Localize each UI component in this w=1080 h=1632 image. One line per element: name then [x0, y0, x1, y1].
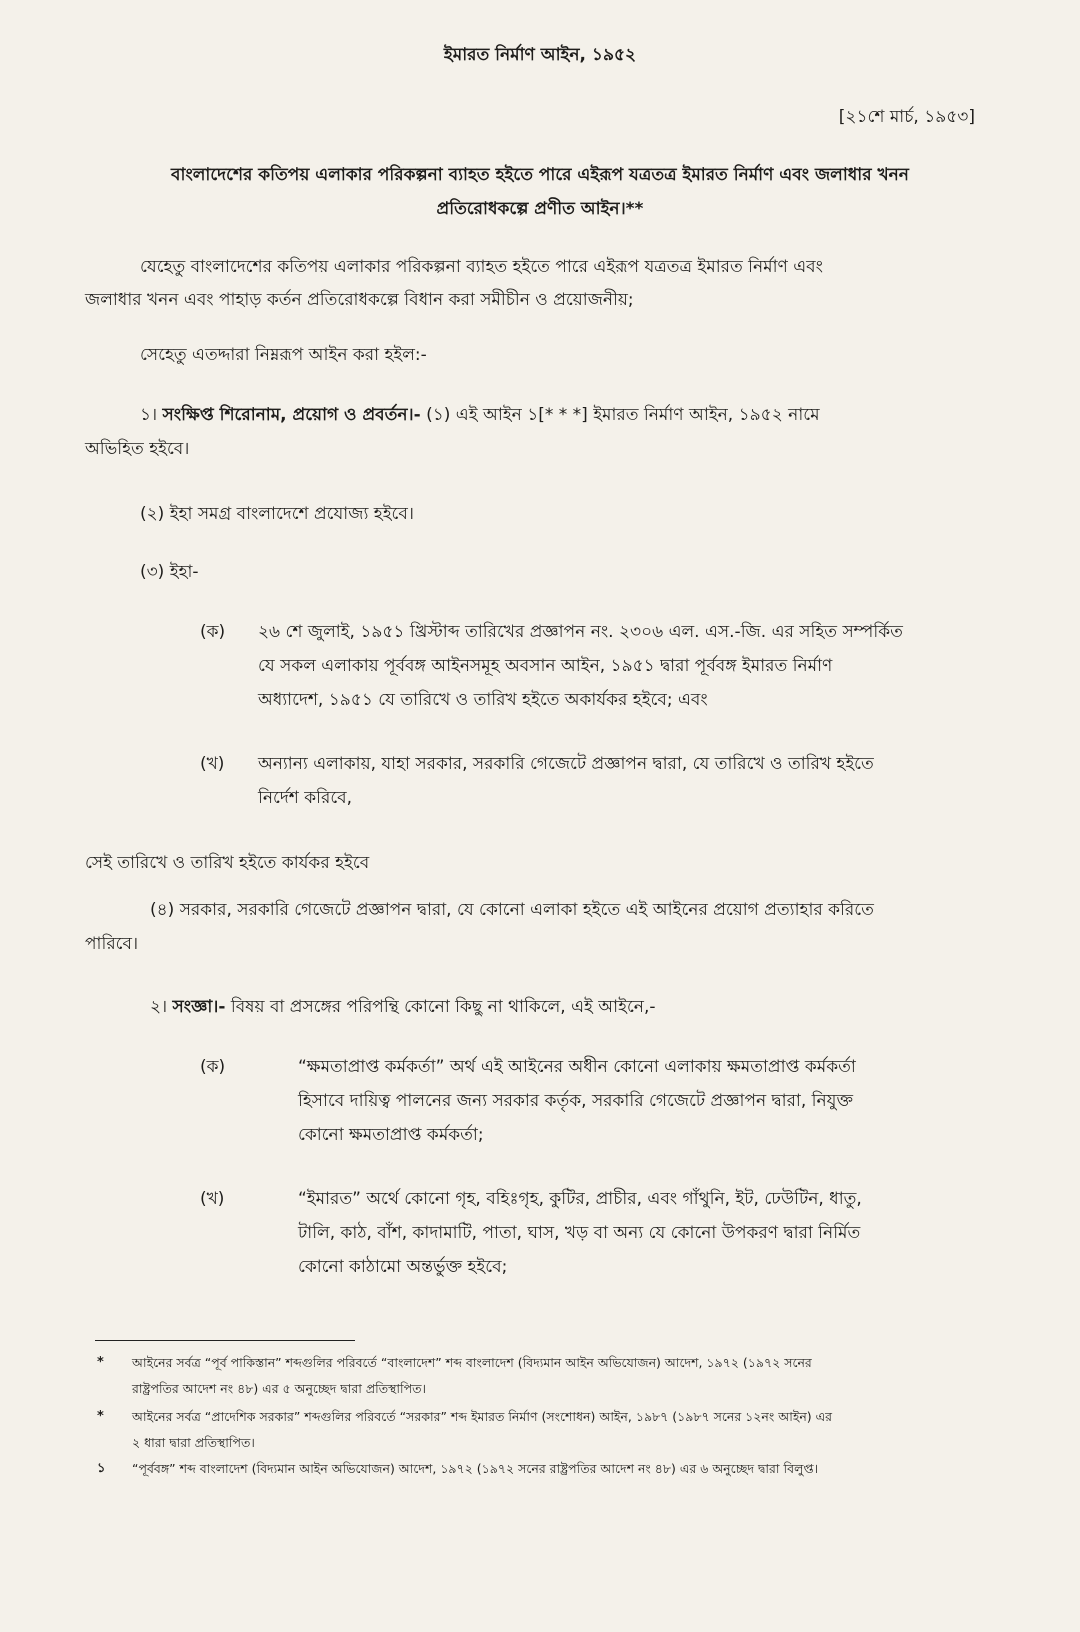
section-2-line — [150, 990, 655, 1024]
definition-ka-line-3: কোনো ক্ষমতাপ্রাপ্ত কর্মকর্তা; — [298, 1125, 484, 1145]
clause-ka-label: (ক) — [200, 622, 226, 642]
footnote-2-line-1: আইনের সর্বত্র “প্রাদেশিক সরকার” শব্দগুলির পরিবর্তে “সরকার” শব্দ ইমারত নির্মাণ (সংশোধন) আইন, ১৯৮৭ (১৯৮৭ সনের ১২নং আইন) এর — [132, 1409, 833, 1424]
section-2-number: ২। — [150, 997, 168, 1017]
preamble-line-2: জলাধার খনন এবং পাহাড় কর্তন প্রতিরোধকল্পে বিধান করা সমীচীন ও প্রয়োজনীয়; — [85, 290, 634, 310]
definition-kha-line-3: কোনো কাঠামো অন্তর্ভুক্ত হইবে; — [298, 1257, 508, 1277]
footnote-2-symbol: * — [97, 1409, 104, 1424]
act-long-title — [100, 158, 980, 226]
footnote-1-line-1: আইনের সর্বত্র “পূর্ব পাকিস্তান” শব্দগুলির পরিবর্তে “বাংলাদেশ” শব্দ বাংলাদেশ (বিদ্যমান আইন অভিযোজন) আদেশ, ১৯৭২ (১৯৭২ সনের — [132, 1355, 812, 1370]
section-1-sub-2: (২) ইহা সমগ্র বাংলাদেশে প্রযোজ্য হইবে। — [140, 504, 414, 524]
footnote-3-symbol: ১ — [97, 1461, 106, 1476]
clause-kha-line-2: নির্দেশ করিবে, — [258, 788, 353, 808]
preamble-line-1: যেহেতু বাংলাদেশের কতিপয় এলাকার পরিকল্পনা ব্যাহত হইতে পারে এইরূপ যত্রতত্র ইমারত নির্মাণ এবং — [140, 257, 823, 277]
clause-kha-line-1: অন্যান্য এলাকায়, যাহা সরকার, সরকারি গেজেটে প্রজ্ঞাপন দ্বারা, যে তারিখে ও তারিখ হইতে — [258, 754, 874, 774]
footnote-2-line-2: ২ ধারা দ্বারা প্রতিস্থাপিত। — [132, 1435, 255, 1450]
definition-ka-label: (ক) — [200, 1057, 226, 1077]
clause-ka-line-3: অধ্যাদেশ, ১৯৫১ যে তারিখে ও তারিখ হইতে অকার্যকর হইবে; এবং — [258, 690, 708, 710]
act-title: ইমারত নির্মাণ আইন, ১৯৫২ — [443, 45, 637, 65]
section-1-sub-3: (৩) ইহা- — [140, 562, 199, 582]
section-2-heading: সংজ্ঞা।- — [172, 997, 226, 1017]
clause-ka-line-2: যে সকল এলাকায় পূর্ববঙ্গ আইনসমূহ অবসান আইন, ১৯৫১ দ্বারা পূর্ববঙ্গ ইমারত নির্মাণ — [258, 656, 833, 676]
clause-kha-label: (খ) — [200, 754, 225, 774]
act-date: [২১শে মার্চ, ১৯৫৩] — [838, 107, 975, 127]
clause-ka-line-1: ২৬ শে জুলাই, ১৯৫১ খ্রিস্টাব্দ তারিখের প্রজ্ঞাপন নং. ২৩০৬ এল. এস.-জি. এর সহিত সম্পর্কিত — [258, 622, 903, 642]
footnote-1-line-2: রাষ্ট্রপতির আদেশ নং ৪৮) এর ৫ অনুচ্ছেদ দ্বারা প্রতিস্থাপিত। — [132, 1381, 426, 1396]
section-1-tail: সেই তারিখে ও তারিখ হইতে কার্যকর হইবে — [85, 853, 370, 873]
definition-kha-label: (খ) — [200, 1189, 225, 1209]
section-1-line — [140, 398, 820, 432]
footnote-3-line-1: “পূর্ববঙ্গ” শব্দ বাংলাদেশ (বিদ্যমান আইন অভিযোজন) আদেশ, ১৯৭২ (১৯৭২ সনের রাষ্ট্রপতির আদেশ নং ৪৮) এর ৬ অনুচ্ছেদ দ্বারা বিলুপ্ত। — [132, 1461, 819, 1476]
section-2-intro: বিষয় বা প্রসঙ্গের পরিপন্থি কোনো কিছু না থাকিলে, এই আইনে,- — [230, 997, 656, 1017]
section-1-text: (১) এই আইন ১[* * *] ইমারত নির্মাণ আইন, ১৯৫২ নামে — [426, 405, 820, 425]
long-title-line-1: বাংলাদেশের কতিপয় এলাকার পরিকল্পনা ব্যাহত হইতে পারে এইরূপ যত্রতত্র ইমারত নির্মাণ এবং জলাধার খনন — [171, 165, 909, 185]
section-1-text-cont: অভিহিত হইবে। — [85, 439, 190, 459]
footnote-divider — [95, 1340, 355, 1341]
section-1-sub-4-line-2: পারিবে। — [85, 934, 139, 954]
definition-ka-line-2: হিসাবে দায়িত্ব পালনের জন্য সরকার কর্তৃক, সরকারি গেজেটে প্রজ্ঞাপন দ্বারা, নিযুক্ত — [298, 1091, 853, 1111]
footnote-1-symbol: * — [97, 1355, 104, 1370]
definition-ka-line-1: “ক্ষমতাপ্রাপ্ত কর্মকর্তা” অর্থ এই আইনের অধীন কোনো এলাকায় ক্ষমতাপ্রাপ্ত কর্মকর্তা — [298, 1057, 856, 1077]
definition-kha-line-2: টালি, কাঠ, বাঁশ, কাদামাটি, পাতা, ঘাস, খড় বা অন্য যে কোনো উপকরণ দ্বারা নির্মিত — [298, 1223, 861, 1243]
section-1-heading: সংক্ষিপ্ত শিরোনাম, প্রয়োগ ও প্রবর্তন।- — [162, 405, 421, 425]
preamble-line-3: সেহেতু এতদ্দারা নিম্নরূপ আইন করা হইল:- — [140, 345, 427, 365]
long-title-line-2: প্রতিরোধকল্পে প্রণীত আইন।** — [436, 199, 644, 219]
definition-kha-line-1: “ইমারত” অর্থে কোনো গৃহ, বহিঃগৃহ, কুটির, প্রাচীর, এবং গাঁথুনি, ইট, ঢেউটিন, ধাতু, — [298, 1189, 862, 1209]
section-1-number: ১। — [140, 405, 158, 425]
section-1-sub-4-line-1: (৪) সরকার, সরকারি গেজেটে প্রজ্ঞাপন দ্বারা, যে কোনো এলাকা হইতে এই আইনের প্রয়োগ প্রত্যাহার করিতে — [150, 900, 874, 920]
